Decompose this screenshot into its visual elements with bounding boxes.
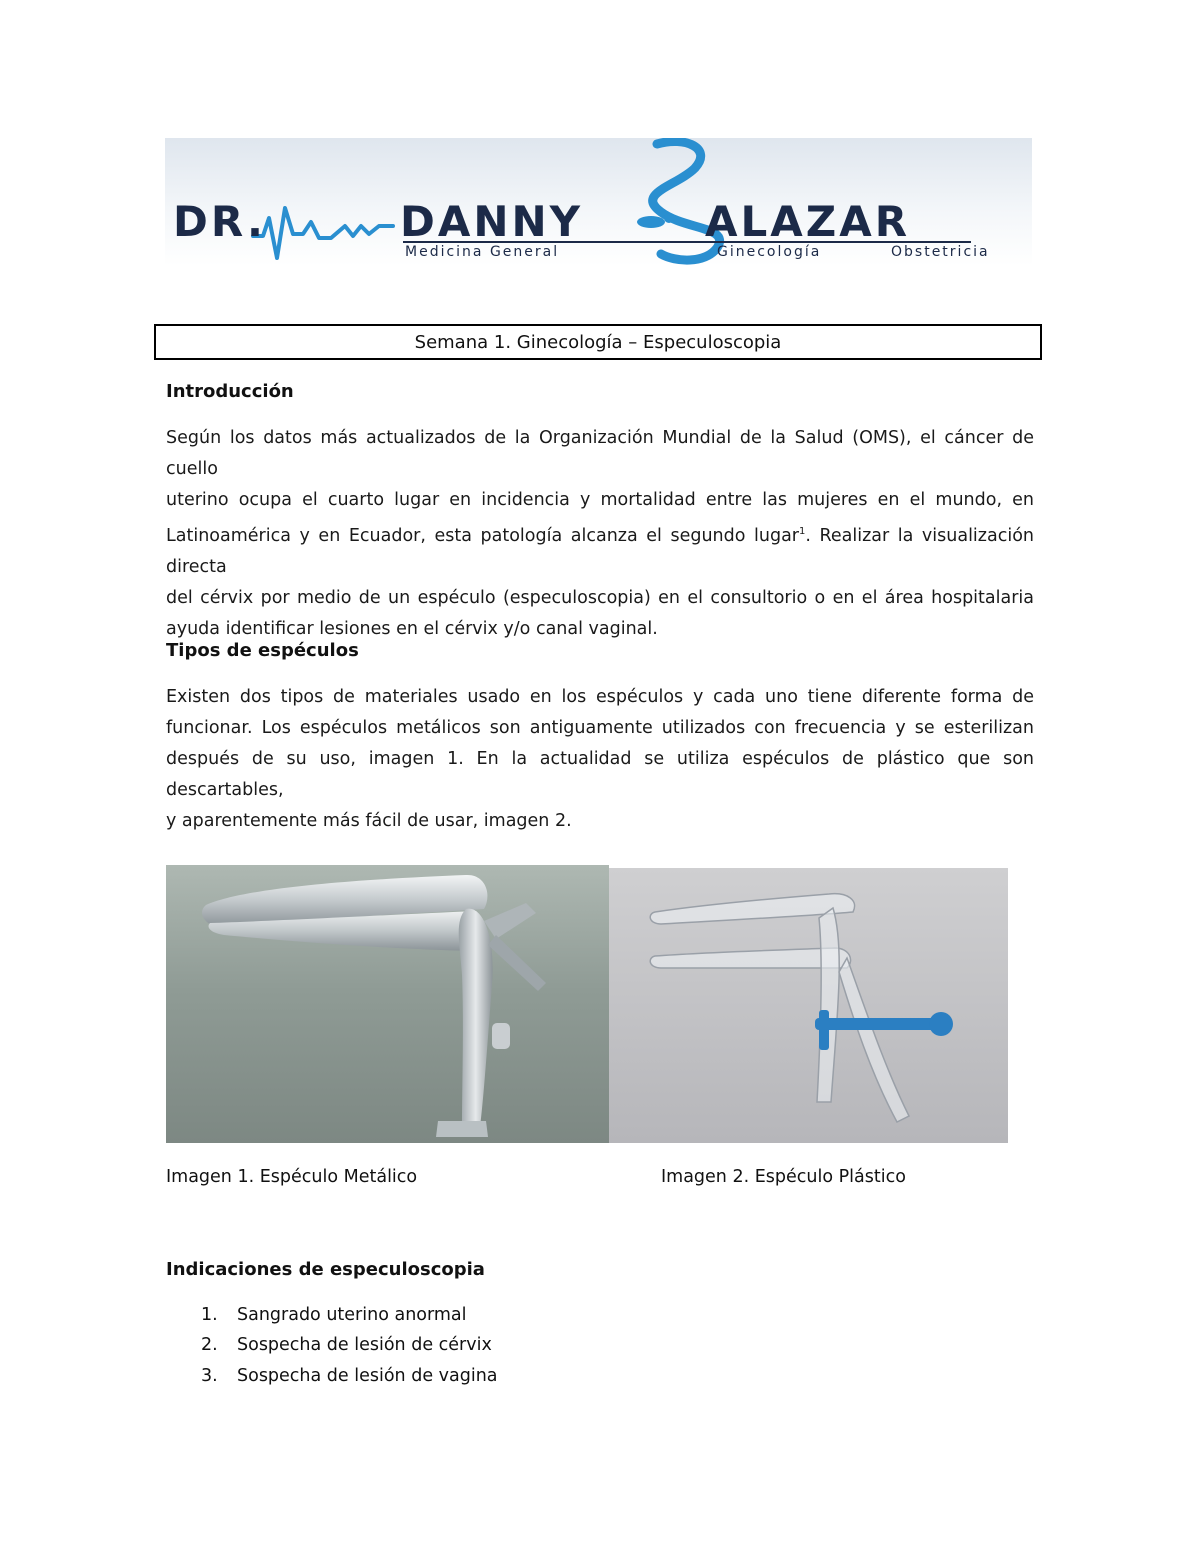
logo-name-last: ALAZAR (705, 197, 911, 246)
list-item (201, 1366, 498, 1386)
intro-line: uterino ocupa el cuarto lugar en incidencia y mortalidad entre las mujeres en el mundo, en (166, 490, 1034, 510)
metal-speculum-image (166, 865, 609, 1143)
logo-name-first: DANNY (400, 197, 584, 246)
list-item (201, 1335, 492, 1355)
list-item-text: Sospecha de lesión de vagina (237, 1366, 498, 1386)
logo-prefix: DR. (173, 197, 266, 246)
week-title-box (154, 324, 1042, 360)
intro-line: Según los datos más actualizados de la Organización Mundial de la Salud (OMS), el cáncer de cuello (166, 428, 1034, 479)
types-line: después de su uso, imagen 1. En la actualidad se utiliza espéculos de plástico que son descartables, (166, 749, 1034, 800)
footnote-ref: 1 (799, 526, 806, 537)
list-item (201, 1305, 467, 1325)
types-line: Existen dos tipos de materiales usado en los espéculos y cada uno tiene diferente forma de (166, 687, 1034, 707)
logo-specialty-left: Medicina General (405, 244, 560, 260)
intro-line: Latinoamérica y en Ecuador, esta patología alcanza el segundo lugar$^1$. Realizar la visualización directa (166, 525, 1034, 577)
logo-graphic (165, 138, 1032, 266)
heartbeat-line-icon (253, 208, 393, 258)
caption-image-1: Imagen 1. Espéculo Metálico (166, 1167, 418, 1187)
intro-heading: Introducción (166, 381, 294, 402)
list-item-number: 2. (201, 1335, 218, 1355)
plastic-speculum-icon (609, 868, 1008, 1143)
indications-heading: Indicaciones de especuloscopia (166, 1259, 485, 1280)
list-item-text: Sangrado uterino anormal (237, 1305, 467, 1325)
types-line: funcionar. Los espéculos metálicos son antiguamente utilizados con frecuencia y se esterilizan (166, 718, 1034, 738)
types-line: y aparentemente más fácil de usar, imagen 2. (166, 811, 572, 831)
intro-paragraph (166, 423, 1034, 645)
logo-specialty-mid: Ginecología (717, 244, 822, 260)
intro-line: ayuda identificar lesiones en el cérvix y/o canal vaginal. (166, 618, 658, 639)
metal-speculum-icon (166, 865, 609, 1143)
logo-banner (165, 138, 1032, 266)
logo-specialty-right: Obstetricia (891, 244, 990, 260)
list-item-number: 3. (201, 1366, 218, 1386)
plastic-speculum-image (609, 868, 1008, 1143)
week-title: Semana 1. Ginecología – Especuloscopia (414, 331, 782, 353)
list-item-number: 1. (201, 1305, 218, 1325)
caption-image-2: Imagen 2. Espéculo Plástico (661, 1167, 906, 1187)
list-item-text: Sospecha de lesión de cérvix (237, 1335, 492, 1355)
figure-icon (637, 216, 665, 228)
intro-line: del cérvix por medio de un espéculo (especuloscopia) en el consultorio o en el área hospitalaria (166, 587, 1034, 608)
types-heading: Tipos de espéculos (166, 640, 359, 661)
types-paragraph (166, 682, 1034, 837)
